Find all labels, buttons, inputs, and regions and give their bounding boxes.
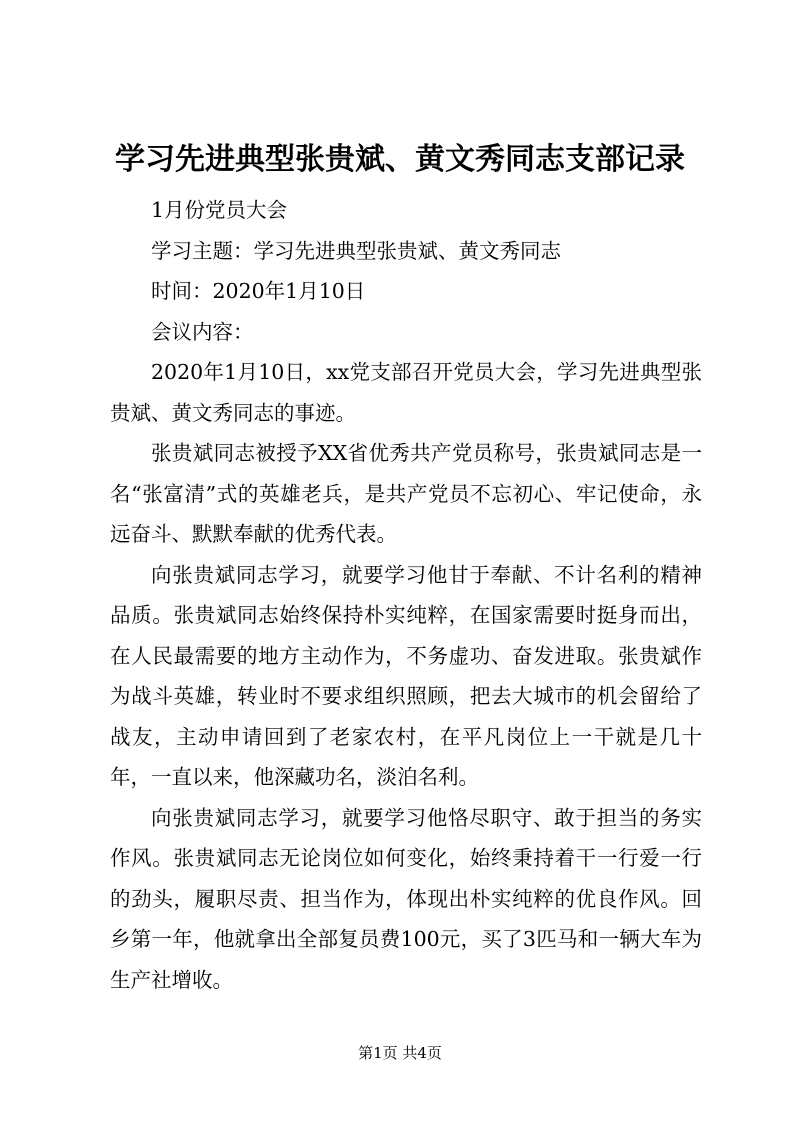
content-label: 会议内容： <box>151 319 254 344</box>
time-line: 时间：2020年1月10日 <box>151 279 366 303</box>
paragraph-1: 2020年1月10日，xx党支部召开党员大会，学习先进典型张贵斌、黄文秀同志的事迹。 <box>110 360 702 425</box>
document-title: 学习先进典型张贵斌、黄文秀同志支部记录 <box>115 142 685 177</box>
paragraph-4: 向张贵斌同志学习，就要学习他恪尽职守、敢于担当的务实作风。张贵斌同志无论岗位如何变化，始终秉持着干一行爱一行的劲头，履职尽责、担当作为，体现出朴实纯粹的优良作风。回乡第一年，他就拿出全部复员费100元，买了3匹马和一辆大车为生产社增收。 <box>110 805 702 992</box>
subject-line: 学习主题：学习先进典型张贵斌、黄文秀同志 <box>151 238 561 263</box>
document-body <box>110 190 702 1000</box>
paragraph-3: 向张贵斌同志学习，就要学习他甘于奉献、不计名利的精神品质。张贵斌同志始终保持朴实纯粹，在国家需要时挺身而出，在人民最需要的地方主动作为，不务虚功、奋发进取。张贵斌作为战斗英雄，转业时不要求组织照顾，把去大城市的机会留给了战友，主动申请回到了老家农村，在平凡岗位上一干就是几十年，一直以来，他深藏功名，淡泊名利。 <box>110 562 702 789</box>
page-number-footer: 第1页 共4页 <box>358 1044 442 1062</box>
meeting-name: 1月份党员大会 <box>151 198 288 222</box>
paragraph-2: 张贵斌同志被授予XX省优秀共产党员称号，张贵斌同志是一名“张富清”式的英雄老兵，是共产党员不忘初心、牢记使命，永远奋斗、默默奉献的优秀代表。 <box>110 441 702 546</box>
